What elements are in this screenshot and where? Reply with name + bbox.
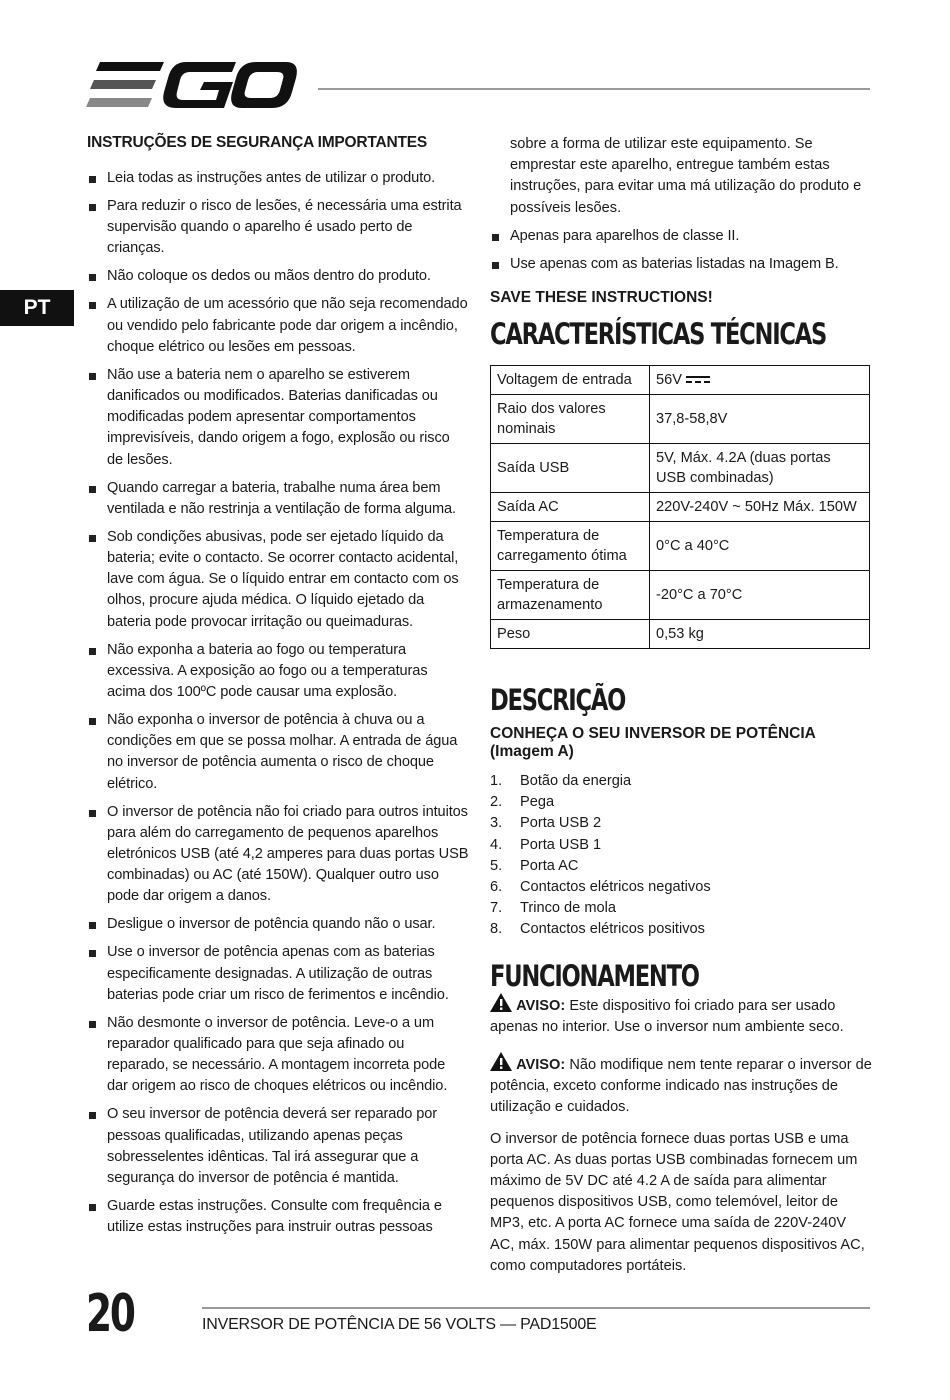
warning-label: AVISO:: [516, 997, 566, 1014]
dc-symbol-icon: [684, 375, 712, 385]
list-item: Não coloque os dedos ou mãos dentro do produto.: [87, 266, 469, 287]
safety-heading: INSTRUÇÕES DE SEGURANÇA IMPORTANTES: [87, 134, 428, 151]
warning-2: [490, 1052, 872, 1119]
list-item: 5. Porta AC: [490, 857, 579, 874]
list-item: Desligue o inversor de potência quando não o usar.: [87, 914, 469, 935]
spec-label: Peso: [491, 620, 650, 649]
list-item: Quando carregar a bateria, trabalhe numa área bem ventilada e não restrinja a ventilação de forma alguma.: [87, 478, 469, 520]
save-instructions: SAVE THESE INSTRUCTIONS!: [490, 289, 713, 307]
table-row: [491, 444, 870, 493]
specs-title: CARACTERÍSTICAS TÉCNICAS: [490, 317, 827, 352]
warning-icon: [490, 1052, 512, 1071]
safety-list: [87, 168, 469, 1239]
footer-rule: [202, 1307, 870, 1309]
list-item: 8. Contactos elétricos positivos: [490, 921, 705, 938]
page-number: 20: [86, 1284, 134, 1344]
list-item: Não exponha a bateria ao fogo ou temperatura excessiva. A exposição ao fogo ou a temperaturas acima dos 100ºC pode causar uma explosão.: [87, 640, 469, 704]
list-item: Não use a bateria nem o aparelho se estiverem danificados ou modificados. Baterias danificadas ou modificadas podem apresentar comportamentos imprevisíveis, dando origem a fogo, explosão ou risco de lesões.: [87, 365, 469, 471]
list-item: Sob condições abusivas, pode ser ejetado líquido da bateria; evite o contacto. Se ocorrer contacto acidental, lave com água. Se o líquido entrar em contacto com os olhos, procure ajuda médica. O líquido ejetado da bateria pode provocar irritação ou queimaduras.: [87, 527, 469, 633]
list-item: Para reduzir o risco de lesões, é necessária uma estrita supervisão quando o aparelho é usado perto de crianças.: [87, 196, 469, 260]
header-rule: [318, 88, 870, 90]
warning-text: Não modifique nem tente reparar o inversor de potência, exceto conforme indicado nas instruções de utilização e cuidados.: [490, 1057, 872, 1116]
spec-label: Saída AC: [491, 493, 650, 522]
language-tab: PT: [0, 290, 74, 326]
list-item: Use o inversor de potência apenas com as baterias especificamente designadas. A utilização de outras baterias pode criar um risco de ferimentos e incêndio.: [87, 942, 469, 1006]
list-item: 4. Porta USB 1: [490, 836, 602, 853]
spec-value: 56V: [650, 366, 870, 395]
table-row: [491, 522, 870, 571]
warning-text: Este dispositivo foi criado para ser usado apenas no interior. Use o inversor num ambiente seco.: [490, 997, 844, 1035]
spec-label: Temperatura de carregamento ótima: [491, 522, 650, 571]
warning-icon: [490, 993, 512, 1012]
list-item: 7. Trinco de mola: [490, 900, 616, 917]
spec-label: Voltagem de entrada: [491, 366, 650, 395]
list-item: 2. Pega: [490, 794, 555, 811]
ego-logo: [86, 62, 298, 114]
list-item: 1. Botão da energia: [490, 773, 632, 790]
table-row: [491, 493, 870, 522]
spec-value: 0,53 kg: [650, 620, 870, 649]
list-item: 6. Contactos elétricos negativos: [490, 879, 711, 896]
left-column: [87, 134, 469, 1245]
spec-label: Saída USB: [491, 444, 650, 493]
continued-text: sobre a forma de utilizar este equipamento. Se emprestar este aparelho, entregue também estas instruções, para evitar uma má utilização do produto e possíveis lesões.: [510, 136, 862, 216]
list-item: Não exponha o inversor de potência à chuva ou a condições em que se possa molhar. A entrada de água no inversor de potência aumenta o risco de choque elétrico.: [87, 710, 469, 795]
class-list: [490, 226, 872, 275]
spec-value: 5V, Máx. 4.2A (duas portas USB combinadas): [650, 444, 870, 493]
spec-value: 0°C a 40°C: [650, 522, 870, 571]
footer-title: INVERSOR DE POTÊNCIA DE 56 VOLTS — PAD1500E: [202, 1316, 597, 1333]
spec-value: -20°C a 70°C: [650, 571, 870, 620]
list-item: A utilização de um acessório que não seja recomendado ou vendido pelo fabricante pode dar origem a incêndio, choque elétrico ou lesões em pessoas.: [87, 294, 469, 358]
warning-1: [490, 993, 872, 1038]
list-item: Leia todas as instruções antes de utilizar o produto.: [87, 168, 469, 189]
specs-table: [490, 365, 870, 649]
list-item: O seu inversor de potência deverá ser reparado por pessoas qualificadas, utilizando apenas peças sobresselentes idênticas. Tal irá assegurar que a segurança do inversor de potência é mantida.: [87, 1104, 469, 1189]
table-row: [491, 366, 870, 395]
description-title: DESCRIÇÃO: [490, 683, 626, 718]
operation-text: O inversor de potência fornece duas portas USB e uma porta AC. As duas portas USB combinadas fornecem um máximo de 5V DC até 4.2 A de saída para alimentar pequenos dispositivos USB, como telemóvel, leitor de MP3, etc. A porta AC fornece uma saída de 220V-240V AC, máx. 150W para alimentar pequenos dispositivos AC, como computadores portáteis.: [490, 1130, 865, 1274]
operation-title: FUNCIONAMENTO: [490, 958, 699, 993]
list-item: O inversor de potência não foi criado para outros intuitos para além do carregamento de pequenos aparelhos eletrónicos USB (até 4,2 amperes para duas portas USB combinadas) ou AC (até 150W). Qualquer outro uso pode dar origem a danos.: [87, 802, 469, 908]
list-item: Guarde estas instruções. Consulte com frequência e utilize estas instruções para instruir outras pessoas: [87, 1196, 469, 1238]
list-item: 3. Porta USB 2: [490, 815, 602, 832]
description-subhead: CONHEÇA O SEU INVERSOR DE POTÊNCIA (Imagem A): [490, 725, 816, 761]
warning-label: AVISO:: [516, 1057, 566, 1074]
list-item: Não desmonte o inversor de potência. Leve-o a um reparador qualificado para que seja afinado ou reparado, se necessário. A montagem incorreta pode dar origem ao risco de choques elétricos ou incêndio.: [87, 1013, 469, 1098]
table-row: [491, 620, 870, 649]
spec-value: 37,8-58,8V: [650, 395, 870, 444]
parts-list: [490, 771, 872, 941]
spec-value: 220V-240V ~ 50Hz Máx. 150W: [650, 493, 870, 522]
spec-label: Raio dos valores nominais: [491, 395, 650, 444]
list-item: Apenas para aparelhos de classe II.: [490, 226, 872, 247]
right-column: [490, 134, 872, 1287]
spec-label: Temperatura de armazenamento: [491, 571, 650, 620]
table-row: [491, 571, 870, 620]
list-item: Use apenas com as baterias listadas na Imagem B.: [490, 254, 872, 275]
table-row: [491, 395, 870, 444]
